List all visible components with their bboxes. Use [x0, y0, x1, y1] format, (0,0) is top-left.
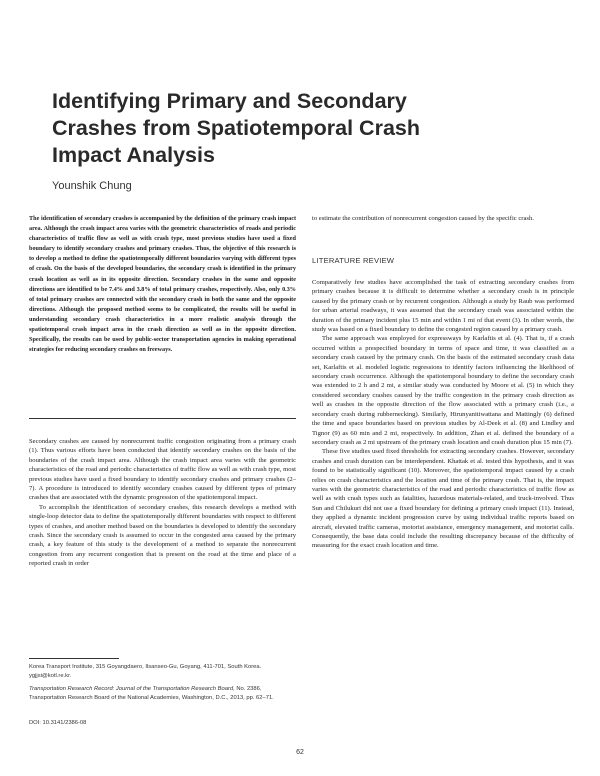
- body-paragraph: Secondary crashes are caused by nonrecurrent traffic congestion originating from a primary crash (1). Thus various efforts have been conducted that identify secondary crashes on the basis of the boundaries of the crash impact area. Although the crash impact area varies with the geometric characteristics of the road and periodic characteristics of traffic flow as well as with crash type, most previous studies have used a fixed boundary to identify secondary crashes and primary crashes (2–7). A procedure is introduced to identify secondary crashes caused by different types of primary crashes that are associated with the dynamic progression of the spatiotemporal impact.: [29, 438, 296, 502]
- introduction-column: [29, 437, 296, 569]
- page-number: 62: [296, 749, 304, 756]
- journal-details: No. 2386, Transportation Research Board of the National Academies, Washington, D.C., 2013, pp. 62–71.: [29, 686, 274, 701]
- body-paragraph: The same approach was employed for expressways by Karlaftis et al. (4). That is, if a crash occurred within a prespecified boundary in terms of space and time, it was classified as a secondary crash caused by the primary crash. On the basis of the estimated secondary crash data set, Karlaftis et al. modeled logistic regressions to identify factors influencing the likelihood of secondary crash occurrence. Although the spatiotemporal boundary to define the secondary crash was extended to 2 h and 2 mi, a similar study was conducted by Moore et al. (5) in which they considered secondary crashes caused by the traffic congestion in the primary crash direction as well as crashes in the opposite direction of the flow associated with a primary crash (i.e., a secondary crash during rubbernecking). Similarly, Hirunyanitiwattana and Mattingly (6) defined the time and space boundaries based on previous studies by Al-Deek et al. (8) and Lindley and Tignor (9) as 60 min and 2 mi, respectively. In addition, Zhan et al. defined the boundary of a secondary crash as 2 mi upstream of the primary crash location and crash duration plus 15 min (7).: [312, 335, 574, 446]
- doi: DOI: 10.3141/2386-08: [29, 720, 87, 726]
- body-paragraph: These five studies used fixed thresholds for extracting secondary crashes. However, secondary crashes and crash duration can be interdependent. Khattak et al. tested this hypothesis, and it was found to be statistically significant (10). Moreover, the spatiotemporal impact caused by a crash relies on crash characteristics and the location and time of the primary crash. That is, the impact varies with the geometric characteristics of the road and periodic characteristics of traffic flow as well as with crash types such as fatalities, hazardous materials-related, and truck-involved. Thus Sun and Chilukuri did not use a fixed boundary for defining a primary crash impact (11). Instead, they applied a dynamic incident progression curve by using individual traffic reports based on aircraft, elevated traffic cameras, motorist assistance, emergency management, and motorist calls. Consequently, the base data could include the resulting discrepancy because of the difficulty of measuring for the exact crash location and time.: [312, 448, 574, 550]
- paper-title: Identifying Primary and Secondary Crashes from Spatiotemporal Crash Impact Analysis: [52, 89, 420, 167]
- abstract-divider: [29, 418, 296, 419]
- introduction-continuation: to estimate the contribution of nonrecurrent congestion caused by the specific crash.: [312, 215, 534, 222]
- author-affiliation: Korea Transport Institute, 315 Goyangdaero, Ilsanseo-Gu, Goyang, 411-701, South Korea. ygjjsi@kotl.re.kr.: [29, 664, 262, 679]
- section-heading: LITERATURE REVIEW: [312, 256, 395, 265]
- journal-citation: [29, 685, 296, 702]
- literature-review-column: [312, 278, 574, 551]
- abstract: The identification of secondary crashes is accompanied by the definition of the primary crash impact area. Although the crash impact area varies with the geometric characteristics of roads and periodic characteristics of traffic flow as well as with crash type, most previous studies have used a fixed boundary to identify secondary crashes and primary crashes. Thus, the objective of this research is to develop a method to define the spatiotemporally different boundaries varying with different types of crash. On the basis of the developed boundaries, the secondary crash is identified in the primary crash location as well as in its opposite direction. Secondary crashes in the same and opposite directions are identified to be 7.4% and 3.8% of total primary crashes, respectively. Also, only 0.3% of total primary crashes are connected with the secondary crash in both the same and the opposite directions. Although the proposed method seems to be complicated, the results will be useful in understanding secondary crash characteristics in a more realistic analysis through the spatiotemporal crash impact area in the crash direction as well as in the opposite direction. Specifically, the results can be used by public-sector transportation agencies in making operational strategies for reducing secondary crashes on freeways.: [29, 215, 296, 354]
- body-paragraph: Comparatively few studies have accomplished the task of extracting secondary crashes from primary crashes because it is difficult to determine whether a secondary crash is in principle caused by the primary crash or by recurrent congestion. Although a study by Raub was performed for urban arterial roadways, it was assumed that the secondary crash was associated within the duration of the primary incident plus 15 min and within 1 mi of that event (3). In other words, the study was based on a fixed boundary to define the congested region caused by a primary crash.: [312, 279, 574, 334]
- footnote-divider: [29, 658, 119, 659]
- journal-name: Transportation Research Record: Journal of the Transportation Research Board,: [29, 686, 235, 692]
- author-name: Younshik Chung: [52, 180, 132, 192]
- body-paragraph: To accomplish the identification of secondary crashes, this research develops a method with single-loop detector data to define the spatiotemporally different boundaries with respect to different types of crashes, and another method based on the boundaries is developed to identify the secondary crash. Since the secondary crash is assumed to occur in the congested area caused by the primary crash, a key feature of this study is the development of a method to separate the nonrecurrent congestion from any recurrent congestion that is present on the road at the time and place of a reported crash in order: [29, 503, 296, 568]
